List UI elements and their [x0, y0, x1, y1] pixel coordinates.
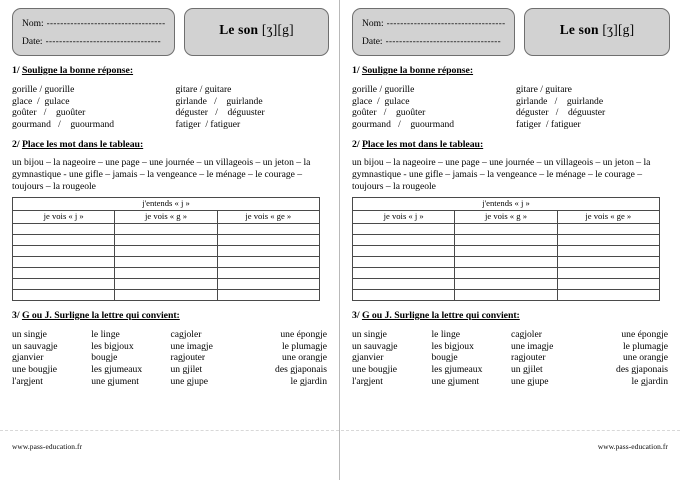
exercise-3-column-4: [591, 329, 671, 388]
word-item[interactable]: une orangje: [622, 352, 668, 364]
exercise-3-column-1: [12, 329, 91, 388]
footer-url[interactable]: www.pass-education.fr: [597, 442, 668, 451]
table-row[interactable]: [13, 278, 320, 289]
table-cell[interactable]: [353, 234, 455, 245]
worksheet-title: [560, 22, 635, 38]
name-field-label: Nom:: [362, 18, 384, 29]
word-item[interactable]: ragjouter: [170, 352, 206, 364]
table-column-header-j: je vois « j »: [353, 210, 455, 223]
word-item[interactable]: les gjumeaux: [91, 364, 143, 376]
exercise-1-column-right: [511, 84, 670, 130]
exercise-1-body: [12, 84, 329, 130]
word-item[interactable]: le plumagje: [281, 340, 327, 352]
table-merged-header-row: [13, 197, 320, 210]
exercise-3-body: [12, 329, 329, 388]
name-field-line: -----------------------------------: [46, 17, 166, 28]
footer-url[interactable]: www.pass-education.fr: [12, 442, 83, 451]
word-item[interactable]: les gjumeaux: [431, 364, 483, 376]
exercise-3-body: [352, 329, 670, 388]
exercise-3-heading: [12, 310, 329, 321]
exercise-3-column-4: [250, 329, 329, 388]
exercise-1-body: [352, 84, 670, 130]
word-item[interactable]: l'argjent: [12, 375, 43, 387]
table-cell[interactable]: [455, 245, 557, 256]
word-item[interactable]: cagjoler: [170, 328, 202, 340]
word-item[interactable]: une orangje: [281, 352, 327, 364]
table-row[interactable]: [13, 245, 320, 256]
title-prefix: Le son: [559, 22, 599, 37]
table-cell[interactable]: [557, 245, 659, 256]
word-item[interactable]: gjanvier: [12, 352, 44, 364]
word-item[interactable]: une épongje: [280, 328, 327, 340]
table-row[interactable]: [13, 289, 320, 300]
exercise-1-instruction: Souligne la bonne réponse:: [361, 65, 474, 76]
date-field-line: ----------------------------------: [45, 36, 162, 47]
table-cell[interactable]: [557, 234, 659, 245]
word-item[interactable]: une gjupe: [511, 375, 549, 387]
word-pair[interactable]: girlande / guirlande: [516, 95, 604, 107]
word-item[interactable]: un gjilet: [511, 364, 543, 376]
word-item[interactable]: une épongje: [621, 328, 668, 340]
exercise-2-heading: [12, 139, 329, 150]
table-merged-header-row: [353, 197, 660, 210]
word-item[interactable]: une gjument: [91, 375, 139, 387]
exercise-1-column-left: [352, 84, 511, 130]
exercise-2-number: 2/: [12, 139, 20, 151]
table-cell[interactable]: [455, 234, 557, 245]
exercise-3-column-3: [171, 329, 250, 388]
table-row[interactable]: [353, 256, 660, 267]
table-cell[interactable]: [217, 289, 319, 300]
word-item[interactable]: des gjaponais: [275, 364, 327, 376]
table-cell[interactable]: [557, 223, 659, 234]
header-row: [12, 8, 329, 56]
word-item[interactable]: une gjument: [431, 375, 480, 387]
table-column-header-j: je vois « j »: [13, 210, 115, 223]
table-cell[interactable]: [217, 278, 319, 289]
word-pair[interactable]: gourmand / guourmand: [12, 118, 115, 130]
word-item[interactable]: bougje: [431, 352, 458, 364]
table-cell[interactable]: [115, 267, 217, 278]
table-cell[interactable]: [353, 223, 455, 234]
header-row: [352, 8, 670, 56]
word-pair[interactable]: girlande / guirlande: [175, 95, 263, 107]
table-row[interactable]: [353, 267, 660, 278]
table-row[interactable]: [13, 256, 320, 267]
word-pair[interactable]: glace / gulace: [352, 95, 410, 107]
exercise-1-number: 1/: [12, 65, 20, 76]
exercise-3-column-3: [511, 329, 591, 388]
word-pair[interactable]: fatiger / fatiguer: [175, 118, 241, 130]
word-item[interactable]: ragjouter: [511, 352, 546, 364]
worksheet-title: [219, 22, 294, 38]
table-column-header-g: je vois « g »: [115, 210, 217, 223]
word-item[interactable]: une bougjie: [12, 364, 58, 376]
sound-sort-table[interactable]: [12, 197, 320, 301]
exercise-1-instruction: Souligne la bonne réponse:: [21, 65, 134, 76]
table-cell[interactable]: [455, 223, 557, 234]
title-prefix: Le son: [219, 22, 259, 37]
table-cell[interactable]: [115, 256, 217, 267]
date-field-label: Date:: [362, 37, 383, 48]
table-cell[interactable]: [13, 289, 115, 300]
word-item[interactable]: une imagje: [511, 340, 554, 352]
name-field[interactable]: [22, 18, 166, 29]
word-item[interactable]: le gjardin: [631, 375, 668, 387]
word-item[interactable]: les bigjoux: [91, 340, 134, 352]
word-item[interactable]: le plumagje: [622, 340, 668, 352]
exercise-3-number: 3/: [352, 309, 360, 321]
exercise-2-word-list: un bijou – la nageoire – une page – une journée – un villageois – un jeton – la gymnastique - une gifle – jamais – la vengeance – le ménage – le courage – toujours – la rougeole: [352, 157, 651, 192]
table-cell[interactable]: [217, 234, 319, 245]
word-item[interactable]: le linge: [91, 328, 120, 340]
table-cell[interactable]: [115, 245, 217, 256]
table-cell[interactable]: [217, 245, 319, 256]
table-cell[interactable]: [353, 278, 455, 289]
sound-sort-table[interactable]: [352, 197, 660, 301]
table-cell[interactable]: [13, 234, 115, 245]
word-item[interactable]: des gjaponais: [616, 364, 668, 376]
exercise-3-heading: [352, 310, 670, 321]
table-merged-header: j'entends « j »: [353, 197, 660, 210]
table-cell[interactable]: [353, 267, 455, 278]
table-cell[interactable]: [455, 267, 557, 278]
word-item[interactable]: un sauvagje: [12, 340, 58, 352]
exercise-2-instruction: Place les mot dans le tableau:: [361, 139, 484, 151]
table-header-row: [353, 210, 660, 223]
word-item[interactable]: un singje: [352, 328, 387, 340]
word-pair[interactable]: gorille / guorille: [352, 84, 415, 95]
table-row[interactable]: [13, 223, 320, 234]
name-field-line: -----------------------------------: [386, 17, 506, 28]
table-row[interactable]: [353, 245, 660, 256]
exercise-3-instruction: G ou J. Surligne la lettre qui convient:: [361, 309, 520, 321]
date-field-line: ----------------------------------: [385, 36, 502, 47]
word-item[interactable]: le linge: [431, 328, 461, 340]
table-cell[interactable]: [557, 256, 659, 267]
table-cell[interactable]: [13, 256, 115, 267]
word-item[interactable]: les bigjoux: [431, 340, 474, 352]
word-pair[interactable]: glace / gulace: [12, 95, 70, 107]
table-cell[interactable]: [115, 289, 217, 300]
table-column-header-ge: je vois « ge »: [557, 210, 659, 223]
table-cell[interactable]: [115, 278, 217, 289]
title-ipa-symbols: [ʒ][g]: [602, 22, 635, 37]
table-cell[interactable]: [353, 256, 455, 267]
exercise-1-column-left: [12, 84, 171, 130]
table-merged-header: j'entends « j »: [13, 197, 320, 210]
table-row[interactable]: [13, 267, 320, 278]
word-item[interactable]: le gjardin: [290, 375, 327, 387]
exercise-1-column-right: [171, 84, 330, 130]
table-header-row: [13, 210, 320, 223]
table-row[interactable]: [353, 278, 660, 289]
table-cell[interactable]: [13, 278, 115, 289]
word-item[interactable]: bougje: [91, 352, 118, 364]
table-cell[interactable]: [217, 256, 319, 267]
word-pair[interactable]: goûter / guoûter: [352, 107, 426, 119]
exercise-2-instruction: Place les mot dans le tableau:: [21, 139, 144, 151]
table-cell[interactable]: [353, 245, 455, 256]
word-item[interactable]: un sauvagje: [352, 340, 398, 352]
word-item[interactable]: l'argjent: [352, 375, 383, 387]
table-cell[interactable]: [217, 223, 319, 234]
word-item[interactable]: une bougjie: [352, 364, 398, 376]
table-column-header-ge: je vois « ge »: [217, 210, 319, 223]
date-field-label: Date:: [22, 37, 43, 48]
table-row[interactable]: [353, 234, 660, 245]
table-cell[interactable]: [353, 289, 455, 300]
table-row[interactable]: [353, 289, 660, 300]
word-pair[interactable]: déguster / déguuster: [516, 107, 606, 119]
table-cell[interactable]: [455, 278, 557, 289]
table-row[interactable]: [353, 223, 660, 234]
date-field[interactable]: [22, 36, 166, 47]
exercise-3-column-2: [91, 329, 170, 388]
word-pair[interactable]: fatiger / fatiguer: [516, 118, 581, 130]
table-cell[interactable]: [115, 234, 217, 245]
page-cut-line: [0, 430, 680, 431]
word-pair[interactable]: goûter / guoûter: [12, 107, 86, 119]
table-cell[interactable]: [455, 289, 557, 300]
table-cell[interactable]: [115, 223, 217, 234]
word-pair[interactable]: gitare / guitare: [175, 84, 232, 95]
exercise-1-heading: [12, 65, 329, 76]
title-ipa-symbols: [ʒ][g]: [261, 22, 294, 37]
table-cell[interactable]: [13, 223, 115, 234]
name-field-label: Nom:: [22, 18, 44, 29]
table-cell[interactable]: [13, 245, 115, 256]
date-field[interactable]: [362, 36, 506, 47]
table-cell[interactable]: [455, 256, 557, 267]
word-item[interactable]: gjanvier: [352, 352, 384, 364]
worksheet-title-box: [184, 8, 329, 56]
student-info-box: [12, 8, 175, 56]
word-item[interactable]: un singje: [12, 328, 47, 340]
table-cell[interactable]: [557, 289, 659, 300]
word-pair[interactable]: gorille / guorille: [12, 84, 75, 95]
student-info-box: [352, 8, 515, 56]
word-item[interactable]: un gjilet: [170, 364, 203, 376]
exercise-2-heading: [352, 139, 670, 150]
table-cell[interactable]: [557, 278, 659, 289]
exercise-2-word-list: un bijou – la nageoire – une page – une journée – un villageois – un jeton – la gymnastique - une gifle – jamais – la vengeance – le ménage – le courage – toujours – la rougeole: [12, 157, 311, 192]
name-field[interactable]: [362, 18, 506, 29]
word-item[interactable]: une gjupe: [170, 375, 209, 387]
worksheet-title-box: [524, 8, 670, 56]
exercise-1-heading: [352, 65, 670, 76]
exercise-2-number: 2/: [352, 139, 360, 151]
word-item[interactable]: cagjoler: [511, 328, 542, 340]
exercise-3-number: 3/: [12, 309, 20, 321]
exercise-3-column-1: [352, 329, 432, 388]
table-cell[interactable]: [557, 267, 659, 278]
table-cell[interactable]: [13, 267, 115, 278]
exercise-3-instruction: G ou J. Surligne la lettre qui convient:: [21, 309, 180, 321]
word-item[interactable]: une imagje: [170, 340, 213, 352]
worksheet-copy-right: [340, 0, 680, 480]
exercise-1-number: 1/: [352, 65, 360, 76]
word-pair[interactable]: gourmand / guourmand: [352, 118, 455, 130]
exercise-3-column-2: [432, 329, 512, 388]
table-column-header-g: je vois « g »: [455, 210, 557, 223]
word-pair[interactable]: déguster / déguuster: [175, 107, 265, 119]
table-row[interactable]: [13, 234, 320, 245]
table-cell[interactable]: [217, 267, 319, 278]
word-pair[interactable]: gitare / guitare: [516, 84, 572, 95]
